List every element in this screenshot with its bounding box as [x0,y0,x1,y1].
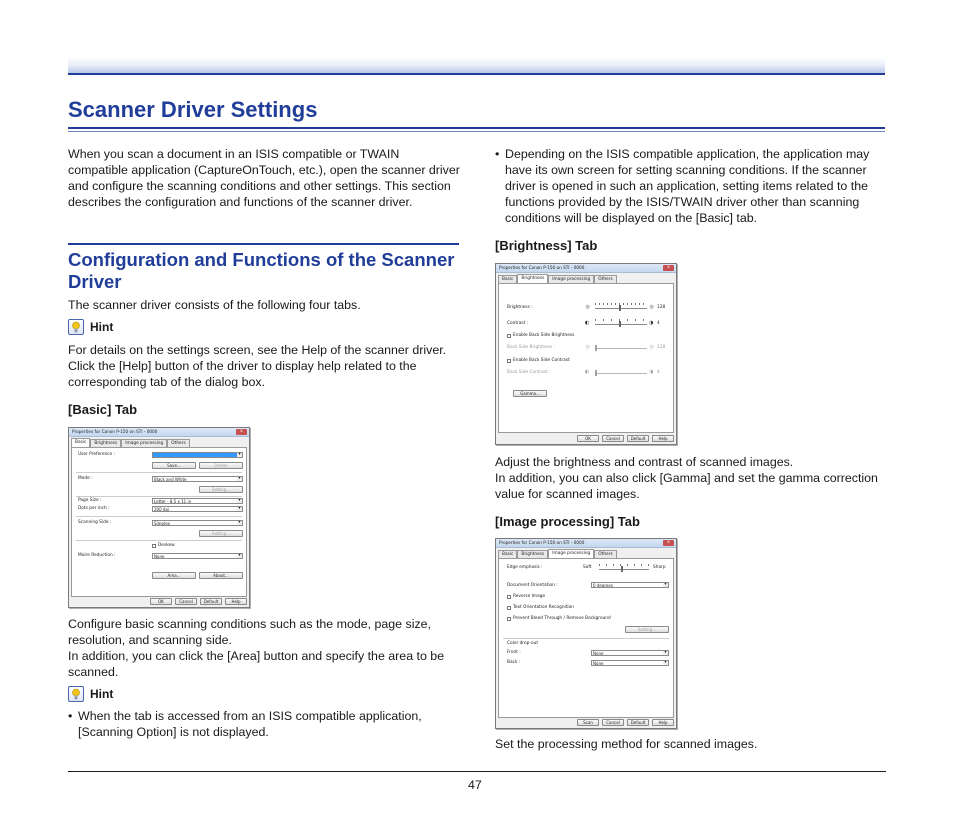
bullet: • [495,147,500,161]
ok-button[interactable]: OK [150,598,172,605]
brightness-description-2: In addition, you can also click [Gamma] and set the gamma correction value for scanned images. [495,471,878,501]
deskew-checkbox[interactable] [152,544,156,548]
help-button[interactable]: Help [652,435,674,442]
dialog-footer [150,598,247,605]
hint-heading-1 [68,319,113,335]
deskew-label: Deskew [158,543,175,548]
enable-back-contrast-label: Enable Back Side Contrast [513,358,570,363]
dialog-title: Properties for Canon P-150 on STI - 0000 [499,265,585,270]
page-size-label: Page Size : [78,498,102,503]
save-button[interactable]: Save... [152,462,196,469]
back-dropout-select[interactable]: None ▾ [591,660,669,666]
tab-image-processing[interactable]: Image processing [548,549,594,560]
enable-back-contrast-checkbox[interactable] [507,359,511,363]
tab-brightness[interactable]: Brightness [517,550,548,560]
default-button[interactable]: Default [200,598,222,605]
hint-bullet-2 [68,708,460,740]
default-button[interactable]: Default [627,719,649,726]
contrast-label: Contrast : [507,321,529,326]
lightbulb-icon [68,686,84,702]
help-button[interactable]: Help [652,719,674,726]
tab-image-processing[interactable]: Image processing [121,439,167,449]
cancel-button[interactable]: Cancel [175,598,197,605]
cancel-button[interactable]: Cancel [602,435,624,442]
enable-back-brightness-checkbox[interactable] [507,334,511,338]
tab-brightness[interactable]: Brightness [517,274,548,285]
tab-basic[interactable]: Basic [71,438,90,449]
tab-brightness[interactable]: Brightness [90,439,121,449]
hint-text-1: For details on the settings screen, see the Help of the scanner driver. Click the [Help] button of the driver to display help related to the corresponding tab of the dialog box. [68,343,447,389]
default-button[interactable]: Default [627,435,649,442]
ok-button[interactable]: OK [577,435,599,442]
back-contrast-label: Back Side Contrast : [507,370,551,375]
sun-large-icon: ☼ [649,344,655,351]
text-orientation-label: Text Orientation Recognition [513,605,574,610]
dialog-tabs [498,549,617,558]
back-brightness-slider[interactable] [595,345,647,351]
brightness-tab-heading: [Brightness] Tab [495,238,598,253]
brightness-tab-screenshot [495,263,677,445]
soft-label: Soft [583,565,592,570]
delete-button[interactable]: Delete [199,462,243,469]
dialog-titlebar [69,428,249,437]
back-label: Back : [507,660,521,665]
user-preference-select[interactable] [152,452,243,458]
back-brightness-value: 128 [657,345,666,350]
footer-rule [68,771,886,772]
intro-paragraph: When you scan a document in an ISIS compatible or TWAIN compatible application (CaptureOnTouch, etc.), open the scanner driver and configure the scanning conditions and other settings. This section describes the configuration and functions of the scanner driver. [68,147,460,209]
area-button[interactable]: Area... [152,572,196,579]
brightness-description: Adjust the brightness and contrast of scanned images. [495,455,794,469]
sharp-label: Sharp [653,565,666,570]
dialog-title: Properties for Canon P-150 on STI - 0000 [72,429,158,434]
basic-description-2: In addition, you can click the [Area] button and specify the area to be scanned. [68,649,445,679]
brightness-value: 128 [657,305,666,310]
close-icon[interactable]: x [663,265,674,271]
close-icon[interactable]: x [663,540,674,546]
side-setting-button[interactable]: Setting... [199,530,243,537]
back-contrast-value: 4 [657,370,660,375]
sun-small-icon: ☼ [585,304,591,311]
back-brightness-label: Back Side Brightness : [507,345,556,350]
mode-setting-button[interactable]: Setting... [199,486,243,493]
tab-others[interactable]: Others [167,439,189,449]
orientation-select[interactable]: 0 degrees ▾ [591,582,669,588]
tab-others[interactable]: Others [594,550,616,560]
color-dropout-label: Color drop-out [507,641,539,646]
bullet: • [68,709,73,723]
hint-label: Hint [90,320,114,334]
title-rule [68,127,885,129]
reverse-image-label: Reverse Image [513,594,546,599]
basic-panel [71,447,247,597]
separator [76,516,242,517]
page-number: 47 [468,778,482,792]
scanning-side-label: Scanning Side : [78,520,112,525]
mode-label: Mode : [78,476,93,481]
title-rule-thin [68,131,885,132]
tab-basic[interactable]: Basic [498,275,517,285]
separator [76,496,242,497]
tab-image-processing[interactable]: Image processing [548,275,594,285]
right-bullet-text: Depending on the ISIS compatible application, the application may have its own screen for setting scanning conditions. If the scanner driver is opened in such an application, setting items related to the functions provided by the ISIS/TWAIN driver other than scanning conditions will be displayed on the [Basic] tab. [505,147,870,225]
front-label: Front : [507,650,521,655]
back-contrast-slider[interactable] [595,370,647,376]
contrast-low-icon: ◐ [585,320,590,326]
moire-select[interactable]: None ▾ [152,553,243,559]
dpi-label: Dots per inch : [78,506,110,511]
scan-button[interactable]: Scan [577,719,599,726]
edge-emphasis-slider[interactable] [599,566,649,572]
dialog-title: Properties for Canon P-150 on STI - 0000 [499,540,585,545]
enable-back-brightness-label: Enable Back Side Brightness [513,333,575,338]
dialog-titlebar [496,264,676,273]
imgproc-tab-screenshot [495,538,677,729]
tab-others[interactable]: Others [594,275,616,285]
about-button[interactable]: About... [199,572,243,579]
dialog-titlebar [496,539,676,548]
contrast-high-icon: ◑ [649,320,654,326]
dialog-tabs [71,438,190,447]
section-intro: The scanner driver consists of the following four tabs. [68,298,361,312]
dpi-select[interactable]: 200 dpi ▾ [152,506,243,512]
bleed-setting-button[interactable]: Setting... [625,626,669,633]
hint-bullet-text: When the tab is accessed from an ISIS compatible application, [Scanning Option] is not displayed. [78,709,422,739]
right-bullet [495,146,887,226]
brightness-panel [498,283,674,433]
prevent-bleed-label: Prevent Bleed Through / Remove Background [513,616,611,621]
edge-emphasis-label: Edge emphasis : [507,565,543,570]
hint-label: Hint [90,687,114,701]
separator [503,638,669,639]
reverse-image-checkbox[interactable] [507,595,511,599]
mode-select[interactable]: Black and White ▾ [152,476,243,482]
contrast-high-icon: ◑ [649,369,654,375]
sun-large-icon: ☼ [649,304,655,311]
prevent-bleed-checkbox[interactable] [507,617,511,621]
brightness-slider[interactable] [595,305,647,311]
basic-description: Configure basic scanning conditions such as the mode, page size, resolution, and scanning side. [68,617,431,647]
section-rule [68,243,459,245]
separator [76,540,242,541]
contrast-low-icon: ◐ [585,369,590,375]
page-size-select[interactable]: Letter - 8.5 x 11 in ▾ [152,498,243,504]
basic-tab-screenshot [68,427,250,608]
tab-basic[interactable]: Basic [498,550,517,560]
close-icon[interactable]: x [236,429,247,435]
front-dropout-select[interactable]: None ▾ [591,650,669,656]
scanning-side-select[interactable]: Simplex ▾ [152,520,243,526]
imgproc-panel [498,558,674,718]
user-preference-label: User Preference : [78,452,116,457]
gamma-button[interactable]: Gamma... [513,390,547,397]
brightness-label: Brightness : [507,305,533,310]
moire-label: Moire Reduction : [78,553,116,558]
imgproc-description: Set the processing method for scanned images. [495,737,758,751]
basic-tab-heading: [Basic] Tab [68,402,138,417]
cancel-button[interactable]: Cancel [602,719,624,726]
section-title: Configuration and Functions of the Scanner Driver [68,249,455,292]
header-bar [68,57,885,75]
separator [76,472,242,473]
dialog-footer [577,719,674,726]
dialog-footer [577,435,674,442]
document-orientation-label: Document Orientation : [507,583,558,588]
text-orientation-checkbox[interactable] [507,606,511,610]
lightbulb-icon [68,319,84,335]
sun-small-icon: ☼ [585,344,591,351]
contrast-slider[interactable] [595,321,647,327]
help-button[interactable]: Help [225,598,247,605]
page-title: Scanner Driver Settings [68,97,318,122]
hint-heading-2 [68,686,113,702]
imgproc-tab-heading: [Image processing] Tab [495,514,640,529]
contrast-value: 4 [657,321,660,326]
dialog-tabs [498,274,617,283]
